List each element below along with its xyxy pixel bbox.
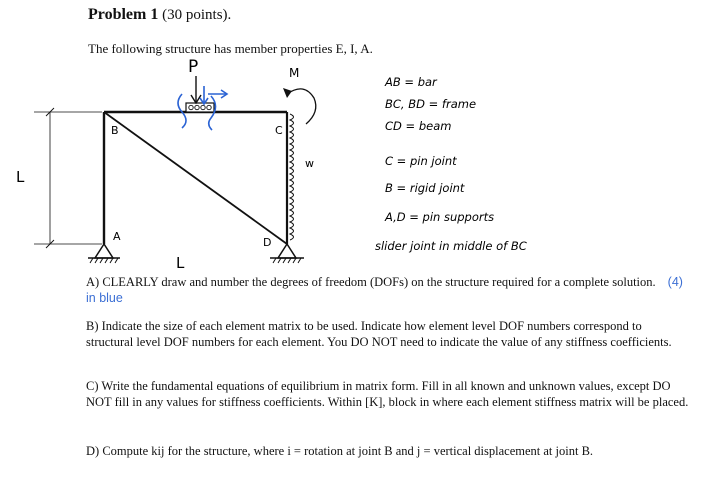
problem-label: Problem 1 xyxy=(88,6,159,23)
question-d: D) Compute kij for the structure, where i = rotation at joint B and j = vertical displacement at joint B. xyxy=(86,444,594,458)
question-b: B) Indicate the size of each element matrix to be used. Indicate how element level DOF numbers correspond to structural level DOF numbers for each element. You DO NOT need to indicate the value of any stiffness coefficients. xyxy=(86,319,672,349)
question-a xyxy=(86,274,692,306)
note-bc-bd: BC, BD = frame xyxy=(385,97,477,111)
label-c: C xyxy=(275,124,283,137)
label-p: P xyxy=(188,57,199,77)
note-slider: slider joint in middle of BC xyxy=(375,239,527,253)
label-a: A xyxy=(113,230,121,243)
intro-text: The following structure has member properties E, I, A. xyxy=(88,41,373,56)
question-a-text: A) CLEARLY draw and number the degrees of freedom (DOFs) on the structure required for a complete solution. xyxy=(86,275,656,289)
moment-m-arrowhead xyxy=(283,88,292,98)
label-l-horizontal: L xyxy=(176,254,185,272)
note-ab: AB = bar xyxy=(385,75,437,89)
note-c: C = pin joint xyxy=(385,154,457,168)
distributed-load-w xyxy=(290,114,294,240)
question-a-answer: (4) in blue xyxy=(86,275,683,305)
moment-m-arrow xyxy=(287,89,316,124)
pin-support-d xyxy=(278,244,296,258)
label-d: D xyxy=(263,236,272,249)
problem-points: (30 points). xyxy=(162,7,232,23)
label-l-vertical: L xyxy=(16,168,25,186)
note-ad: A,D = pin supports xyxy=(385,210,495,224)
label-m: M xyxy=(289,66,300,80)
pin-support-a xyxy=(95,244,113,258)
note-cd: CD = beam xyxy=(385,119,452,133)
note-b: B = rigid joint xyxy=(385,181,465,195)
member-bd xyxy=(104,112,287,244)
question-c: C) Write the fundamental equations of equilibrium in matrix form. Fill in all known and unknown values, except DO NOT fill in any values for stiffness coefficients. Within [K], block in where each element stiffness matrix will be placed. xyxy=(86,379,689,409)
slider-joint xyxy=(186,103,214,112)
label-b: B xyxy=(111,124,119,137)
label-w: w xyxy=(305,157,314,170)
